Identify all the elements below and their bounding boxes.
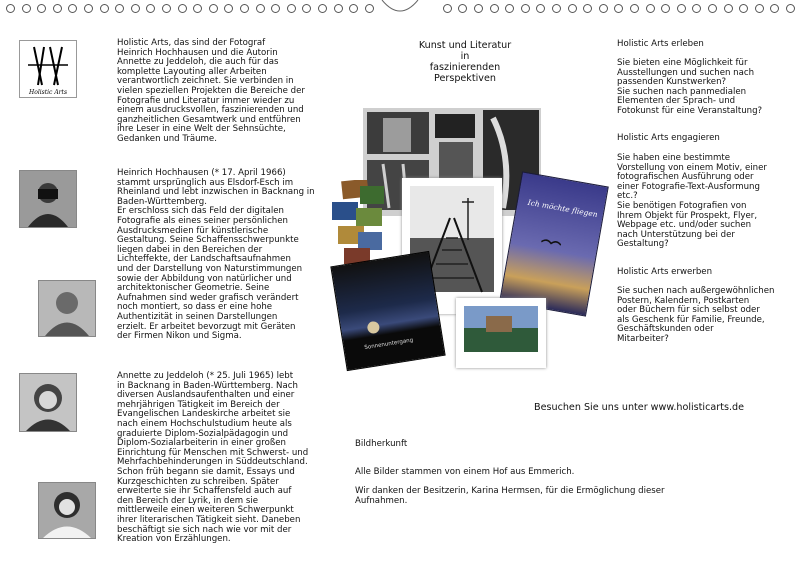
- website-line: Besuchen Sie uns unter www.holisticarts.de: [534, 402, 744, 413]
- portrait-photo-annette: [19, 373, 77, 432]
- binding-ring: [178, 4, 187, 13]
- photographer-photo: [19, 170, 77, 228]
- color-thumbnails: [330, 180, 386, 266]
- binding-ring: [443, 4, 452, 13]
- origin-line2: Wir danken der Besitzerin, Karina Hermsen, für die Ermöglichung dieser Aufnahmen.: [355, 486, 665, 506]
- binding-ring: [552, 4, 561, 13]
- binding-ring: [614, 4, 623, 13]
- binding-ring: [692, 4, 701, 13]
- binding-ring: [209, 4, 218, 13]
- binding-ring: [521, 4, 530, 13]
- spiral-binding: [0, 0, 800, 18]
- binding-ring: [786, 4, 795, 13]
- binding-ring: [490, 4, 499, 13]
- binding-ring: [37, 4, 46, 13]
- intro-text: Holistic Arts, das sind der Fotograf Heinrich Hochhausen und die Autorin Annette zu Jeddeloh, die auch für das komplette Layouting aller Arbeiten verantwortlich zeichnet. Sie verbinden in vielen speziellen Projekten die Bereiche der Fotografie und Literatur immer wieder zu einem ausdrucksvollen, faszinierenden und ganzheitlichen Gesamtwerk und entführen ihre Leser in eine Welt der Sehnsüchte, Gedanken und Träume.: [117, 38, 305, 144]
- binding-ring: [505, 4, 514, 13]
- annette-bio: Annette zu Jeddeloh (* 25. Juli 1965) lebt in Backnang in Baden-Württemberg. Nach diversen Auslandsaufenthalten und einer mehrjährigen Tätigkeit im Bereich der Evangelischen Landeskirche arbeitet sie nach einem Hochschulstudium heute als graduierte Diplom-Sozialpädagogin und Diplom-Sozialarbeiterin in einer großen Einrichtung für Menschen mit Schwerst- und Mehrfachbehinderungen in Süddeutschland. Schon früh begann sie damit, Essays und Kurzgeschichten zu schreiben. Später erweiterte sie ihr Schaffensfeld auch auf den Bereich der Lyrik, in dem sie mittlerweile einen weiteren Schwerpunkt ihrer literarischen Tätigkeit sieht. Daneben beschäftigt sie sich nach wie vor mit der Kreation von Erzählungen.: [117, 371, 309, 545]
- logo-text: Holistic Arts: [28, 89, 68, 96]
- binding-ring: [630, 4, 639, 13]
- binding-ring: [599, 4, 608, 13]
- binding-ring: [739, 4, 748, 13]
- right-s2-text: Sie haben eine bestimmte Vorstellung von einem Motiv, einer fotografischen Ausführung oder einer Fotografie-Text-Ausformung etc.? Sie benötigen Fotografien von Ihrem Objekt für Prospekt, Flyer, Webpage etc. und/oder suchen nach Unterstützung bei der Gestaltung?: [617, 153, 767, 250]
- binding-ring: [365, 4, 374, 13]
- right-s1-title: Holistic Arts erleben: [617, 39, 704, 49]
- right-s3-title: Holistic Arts erwerben: [617, 267, 713, 277]
- binding-ring: [349, 4, 358, 13]
- holistic-arts-logo: [19, 40, 77, 98]
- binding-ring: [240, 4, 249, 13]
- binding-ring: [256, 4, 265, 13]
- logo-mark: [20, 41, 76, 97]
- binding-ring: [224, 4, 233, 13]
- binding-ring: [583, 4, 592, 13]
- book-title-blue: Ich möchte fliegen: [527, 197, 599, 220]
- binding-ring: [770, 4, 779, 13]
- binding-ring: [193, 4, 202, 13]
- binding-ring: [302, 4, 311, 13]
- binding-ring: [271, 4, 280, 13]
- portrait-photo-annette-2: [38, 482, 96, 539]
- binding-ring: [474, 4, 483, 13]
- center-heading: Kunst und Literatur in faszinierenden Perspektiven: [418, 40, 512, 84]
- binding-ring: [68, 4, 77, 13]
- binding-ring: [536, 4, 545, 13]
- binding-ring: [100, 4, 109, 13]
- book-title-dark: Sonnenuntergang: [364, 337, 414, 352]
- binding-ring: [458, 4, 467, 13]
- binding-ring: [568, 4, 577, 13]
- landscape-print: [456, 298, 546, 368]
- binding-ring: [115, 4, 124, 13]
- right-s1-text: Sie bieten eine Möglichkeit für Ausstellungen und suchen nach passenden Kunstwerken? Sie suchen nach panmedialen Elementen der Sprach- und Fotokunst für eine Veranstaltung?: [617, 58, 763, 116]
- binding-ring: [287, 4, 296, 13]
- right-s3-text: Sie suchen nach außergewöhnlichen Postern, Kalendern, Postkarten oder Büchern für sich selbst oder als Geschenk für Familie, Freunde, Geschäftskunden oder Mitarbeiter?: [617, 286, 775, 344]
- binding-ring: [6, 4, 15, 13]
- binding-ring: [318, 4, 327, 13]
- sun-shape: [367, 321, 381, 335]
- origin-title: Bildherkunft: [355, 439, 408, 449]
- portrait-photo-heinrich: [38, 280, 96, 337]
- binding-ring: [334, 4, 343, 13]
- book-sunset: [330, 251, 445, 371]
- binding-ring: [724, 4, 733, 13]
- binding-ring: [708, 4, 717, 13]
- binding-ring: [146, 4, 155, 13]
- binding-ring: [646, 4, 655, 13]
- binding-ring: [22, 4, 31, 13]
- binding-ring: [661, 4, 670, 13]
- origin-line1: Alle Bilder stammen von einem Hof aus Emmerich.: [355, 467, 575, 477]
- binding-ring: [131, 4, 140, 13]
- binding-notch: [380, 0, 420, 18]
- binding-ring: [84, 4, 93, 13]
- right-s2-title: Holistic Arts engagieren: [617, 133, 720, 143]
- binding-ring: [755, 4, 764, 13]
- binding-ring: [162, 4, 171, 13]
- artwork-collage: [330, 108, 602, 370]
- binding-ring: [677, 4, 686, 13]
- binding-ring: [53, 4, 62, 13]
- heinrich-bio: Heinrich Hochhausen (* 17. April 1966) stammt ursprünglich aus Elsdorf-Esch im Rheinland und lebt inzwischen in Backnang in Baden-Württemberg. Er erschloss sich das Feld der digitalen Fotografie als eines seiner persönlichen Ausdrucksmedien für künstlerische Gestaltung. Seine Schaffensschwerpunkte liegen dabei in den Bereichen der Lichteffekte, der Landschaftsaufnahmen und der Darstellung von Naturstimmungen sowie der Abbildung von natürlicher und architektonischer Geometrie. Seine Aufnahmen sind weder grafisch verändert noch montiert, so dass er eine hohe Authentizität in seinen Darstellungen erzielt. Er arbeitet bevorzugt mit Geräten der Firmen Nikon und Sigma.: [117, 168, 315, 342]
